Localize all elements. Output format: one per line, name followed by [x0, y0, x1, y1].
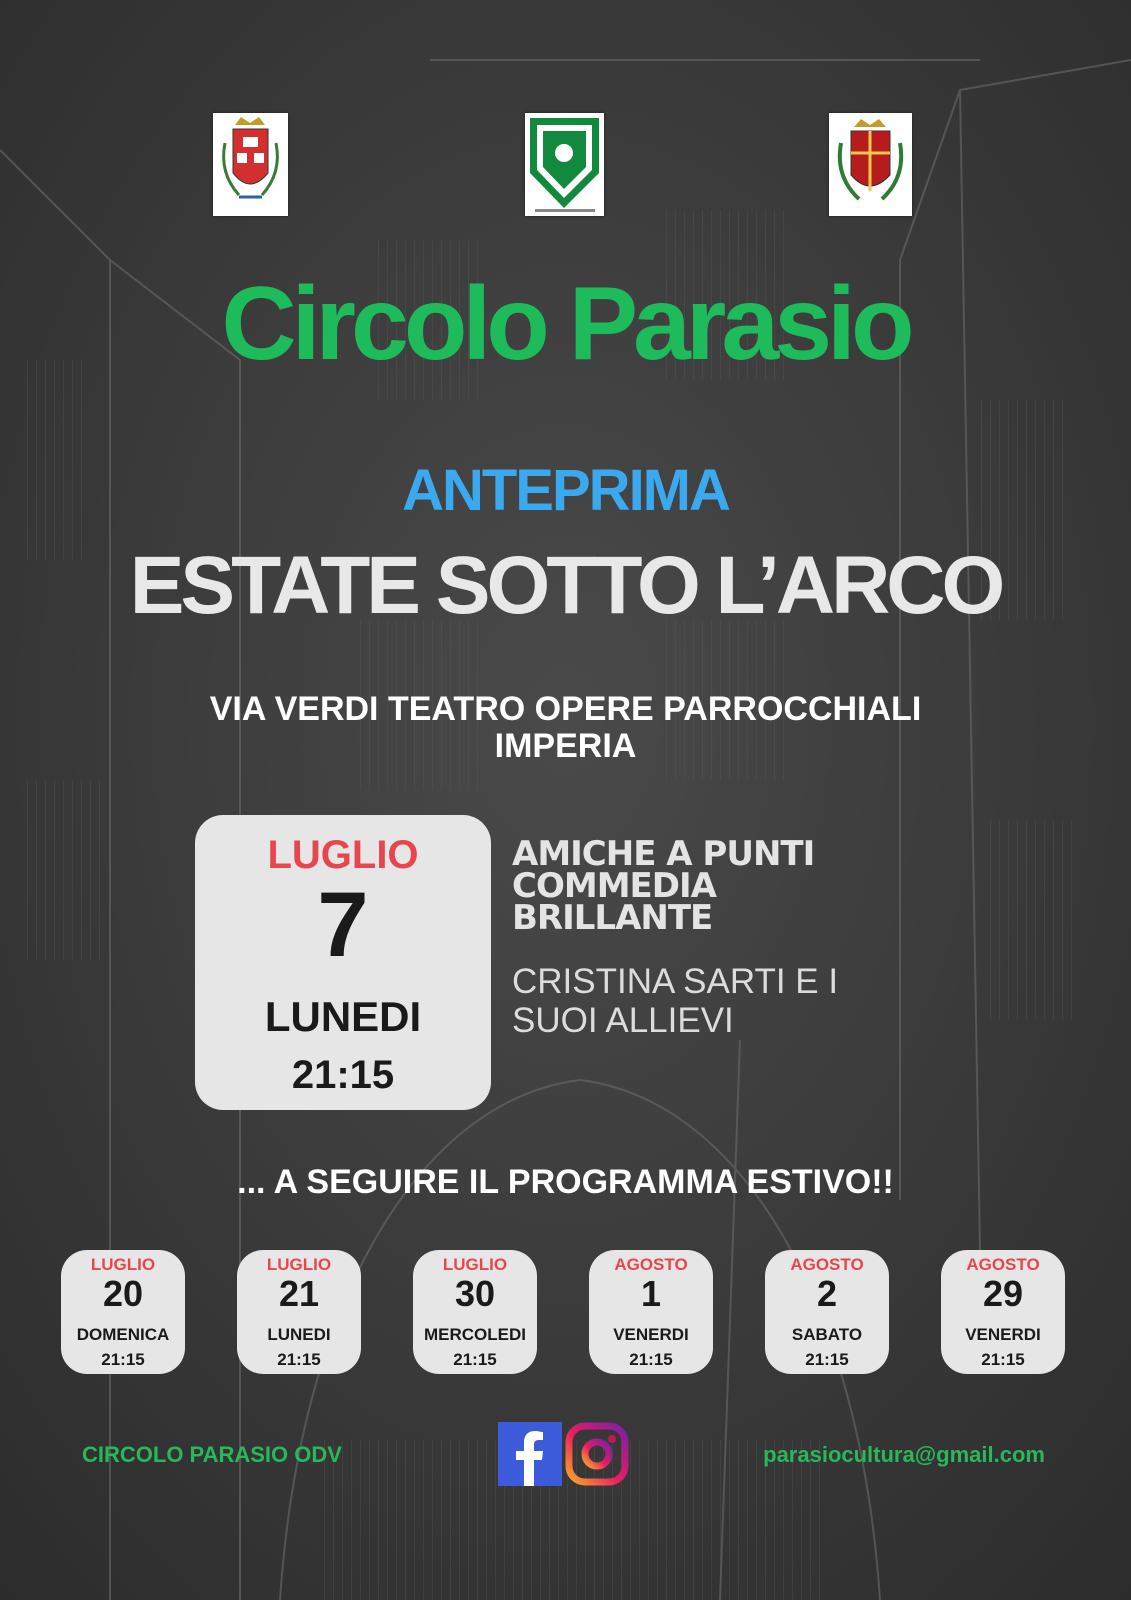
schedule-month: AGOSTO: [966, 1255, 1040, 1274]
schedule-time: 21:15: [453, 1350, 497, 1369]
organization-name: CIRCOLO PARASIO ODV: [82, 1442, 342, 1467]
schedule-day: 30: [454, 1273, 496, 1314]
instagram-icon: [565, 1422, 629, 1486]
show-title-line-3: BRILLANTE: [512, 898, 713, 938]
schedule-weekday: DOMENICA: [76, 1325, 170, 1344]
schedule-weekday: LUNEDI: [267, 1325, 331, 1344]
facebook-icon: [498, 1422, 562, 1486]
province-crest-icon: [829, 113, 912, 216]
schedule-month: LUGLIO: [266, 1255, 332, 1274]
featured-day: 7: [317, 874, 369, 976]
featured-time: 21:15: [291, 1053, 395, 1097]
city-crest-icon: [213, 113, 288, 216]
schedule-day: 21: [278, 1273, 320, 1314]
schedule-weekday: VENERDI: [965, 1325, 1041, 1344]
circolo-parasio-logo: [525, 113, 604, 216]
schedule-day: 20: [102, 1273, 144, 1314]
schedule-day: 29: [982, 1273, 1024, 1314]
schedule-weekday: MERCOLEDI: [424, 1325, 526, 1344]
schedule-day: 1: [640, 1273, 662, 1314]
show-cast-line-2: SUOI ALLIEVI: [512, 1001, 734, 1040]
brand-title: Circolo Parasio: [221, 266, 910, 382]
schedule-month: LUGLIO: [90, 1255, 156, 1274]
featured-date-card: [195, 815, 491, 1110]
facebook-link[interactable]: [498, 1422, 562, 1486]
preview-label: ANTEPRIMA: [402, 458, 729, 523]
schedule-time: 21:15: [981, 1350, 1025, 1369]
show-cast-line-1: CRISTINA SARTI E I: [512, 962, 839, 1001]
venue-line-2: IMPERIA: [494, 727, 637, 765]
schedule-time: 21:15: [629, 1350, 673, 1369]
schedule-month: AGOSTO: [790, 1255, 864, 1274]
schedule-weekday: SABATO: [791, 1325, 863, 1344]
show-title: [512, 834, 912, 938]
schedule-card: [941, 1250, 1065, 1374]
schedule-time: 21:15: [805, 1350, 849, 1369]
schedule-card: [589, 1250, 713, 1374]
schedule-card: [413, 1250, 537, 1374]
featured-weekday: LUNEDI: [264, 993, 422, 1040]
city-crest-logo: [213, 113, 288, 216]
schedule-card: [237, 1250, 361, 1374]
show-title-line-2: COMMEDIA: [512, 866, 716, 906]
circolo-parasio-badge-icon: [525, 113, 604, 216]
province-crest-logo: [829, 113, 912, 216]
venue-line-1: VIA VERDI TEATRO OPERE PARROCCHIALI: [209, 690, 922, 728]
event-title: ESTATE SOTTO L’ARCO: [129, 540, 1002, 631]
contact-email[interactable]: parasiocultura@gmail.com: [763, 1442, 1045, 1467]
schedule-card: [61, 1250, 185, 1374]
instagram-link[interactable]: [565, 1422, 629, 1486]
schedule-day: 2: [816, 1273, 838, 1314]
featured-month: LUGLIO: [267, 833, 419, 877]
schedule-month: LUGLIO: [442, 1255, 508, 1274]
schedule-card: [765, 1250, 889, 1374]
show-title-line-1: AMICHE A PUNTI: [512, 834, 815, 874]
schedule-time: 21:15: [277, 1350, 321, 1369]
schedule-weekday: VENERDI: [613, 1325, 689, 1344]
schedule-month: AGOSTO: [614, 1255, 688, 1274]
show-cast: [512, 962, 912, 1040]
schedule-time: 21:15: [101, 1350, 145, 1369]
follow-text: ... A SEGUIRE IL PROGRAMMA ESTIVO!!: [237, 1163, 894, 1201]
